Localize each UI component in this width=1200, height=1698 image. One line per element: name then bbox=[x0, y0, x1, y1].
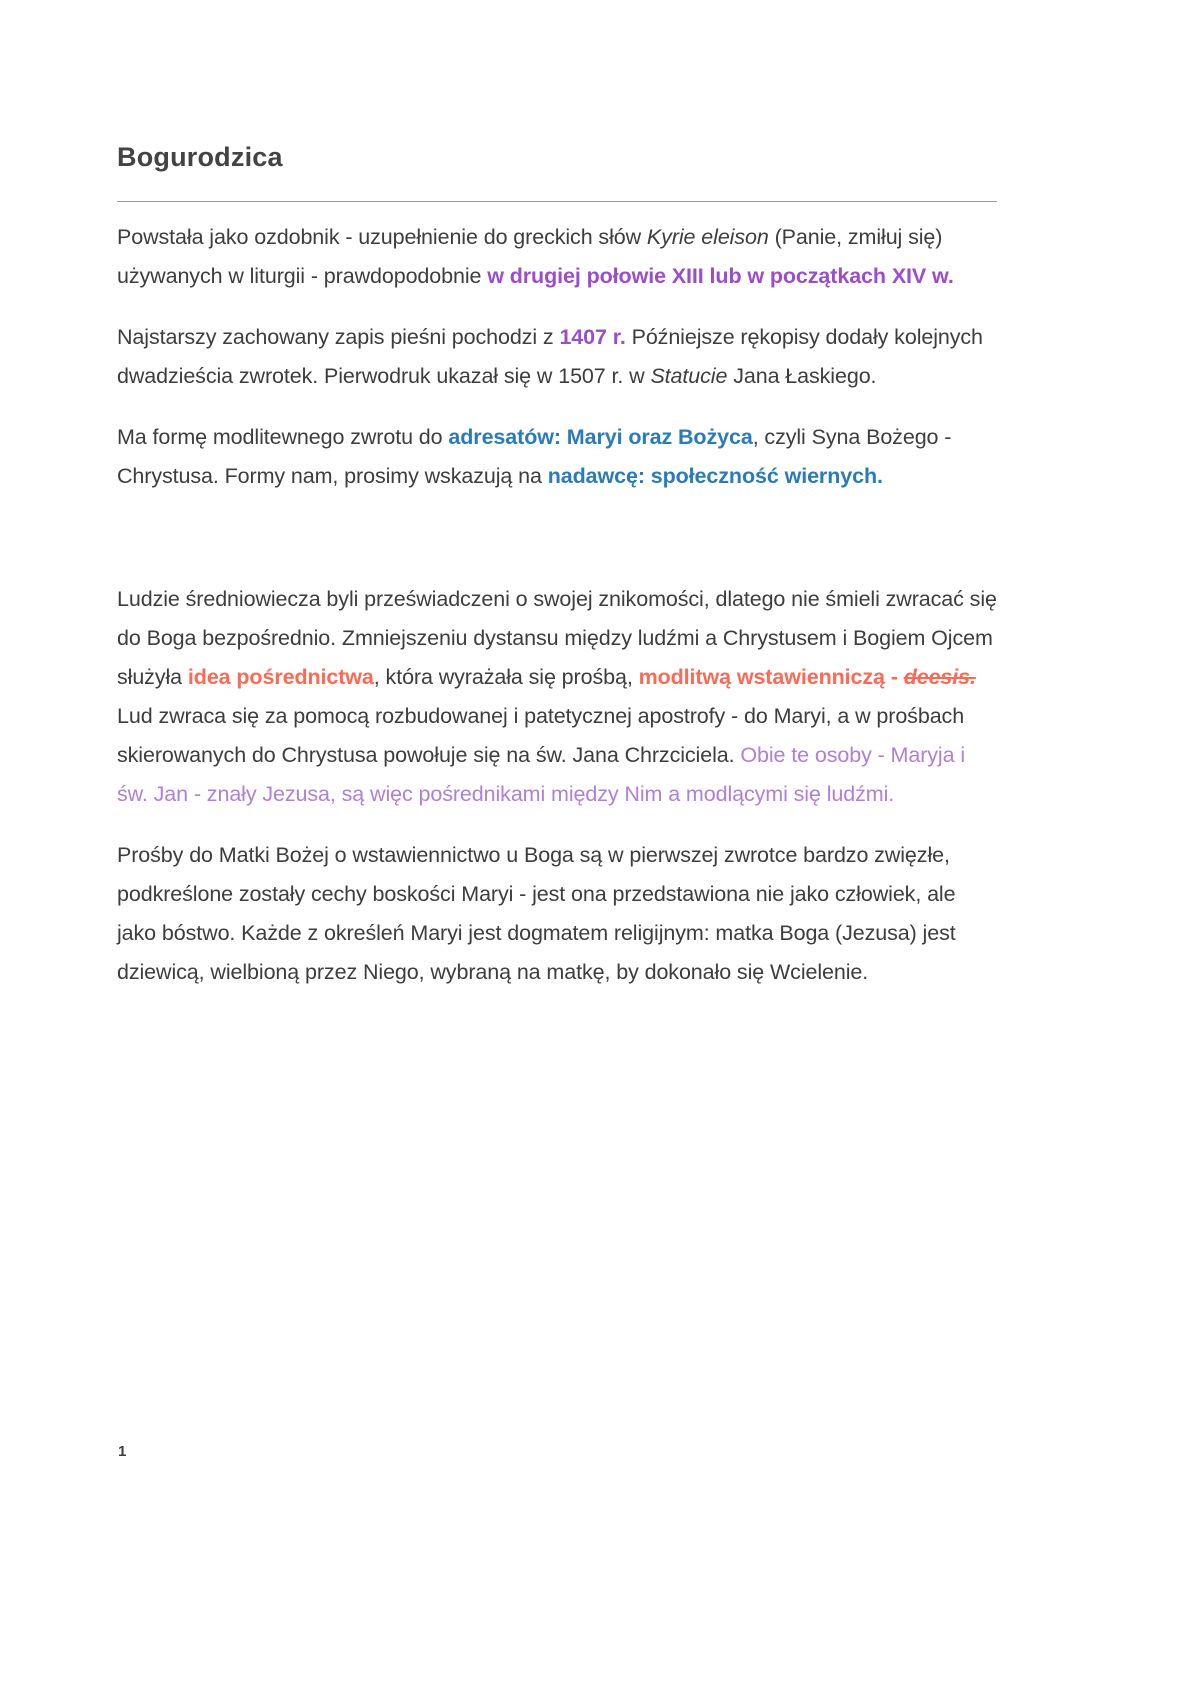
title-divider bbox=[117, 201, 997, 202]
text-run: Ma formę modlitewnego zwrotu do bbox=[117, 425, 449, 450]
paragraph-3 bbox=[117, 418, 997, 496]
section-spacer bbox=[117, 518, 997, 580]
text-run: (Panie, zmiłuj się) używanych w liturgii - prawdopodobnie bbox=[117, 225, 943, 289]
text-run: adresatów: Maryi oraz Bożyca bbox=[448, 425, 753, 450]
text-run: Powstała jako ozdobnik - uzupełnienie do greckich słów bbox=[117, 225, 647, 250]
text-run: Obie te osoby - Maryja i św. Jan - znały Jezusa, są więc pośrednikami między Nim a modlącymi się ludźmi. bbox=[117, 743, 966, 807]
text-run: Statucie bbox=[650, 364, 728, 389]
paragraph-1 bbox=[117, 218, 997, 296]
page-title: Bogurodzica bbox=[117, 142, 283, 172]
text-run: Ludzie średniowiecza byli przeświadczeni o swojej znikomości, dlatego nie śmieli zwracać się do Boga bezpośrednio. Zmniejszeniu dystansu między ludźmi a Chrystusem i Bogiem Ojcem służyła bbox=[117, 587, 997, 690]
text-run: Kyrie eleison bbox=[646, 225, 769, 250]
text-run: deesis. bbox=[903, 665, 976, 690]
text-run: nadawcę: społeczność wiernych. bbox=[547, 464, 883, 489]
text-run: , czyli Syna Bożego - Chrystusa. Formy nam, prosimy wskazują na bbox=[117, 425, 952, 489]
text-run: idea pośrednictwa bbox=[187, 665, 374, 690]
text-run: , która wyrażała się prośbą, bbox=[373, 665, 639, 690]
paragraph-5 bbox=[117, 836, 997, 992]
text-run: w drugiej połowie XIII lub w początkach XIV w. bbox=[487, 264, 954, 289]
text-run: Prośby do Matki Bożej o wstawiennictwo u Boga są w pierwszej zwrotce bardzo zwięzłe, podkreślone zostały cechy boskości Maryi - jest ona przedstawiona nie jako człowiek, ale jako bóstwo. Każde z określeń Maryi jest dogmatem religijnym: matka Boga (Jezusa) jest dziewicą, wielbioną przez Niego, wybraną na matkę, by dokonało się Wcielenie. bbox=[117, 843, 956, 985]
text-run: Późniejsze rękopisy dodały kolejnych dwadzieścia zwrotek. Pierwodruk ukazał się w 1507 r. w bbox=[117, 325, 983, 389]
text-run: Jana Łaskiego. bbox=[727, 364, 877, 389]
page-number: 1 bbox=[118, 1443, 127, 1460]
text-run: modlitwą wstawienniczą - bbox=[638, 665, 904, 690]
document-content bbox=[117, 140, 997, 1014]
text-run: Najstarszy zachowany zapis pieśni pochodzi z bbox=[117, 325, 560, 350]
text-run: 1407 r. bbox=[559, 325, 626, 350]
paragraph-4 bbox=[117, 580, 997, 814]
paragraph-2 bbox=[117, 318, 997, 396]
text-run: Lud zwraca się za pomocą rozbudowanej i patetycznej apostrofy - do Maryi, a w prośbach skierowanych do Chrystusa powołuje się na św. Jana Chrzciciela. bbox=[117, 704, 965, 768]
